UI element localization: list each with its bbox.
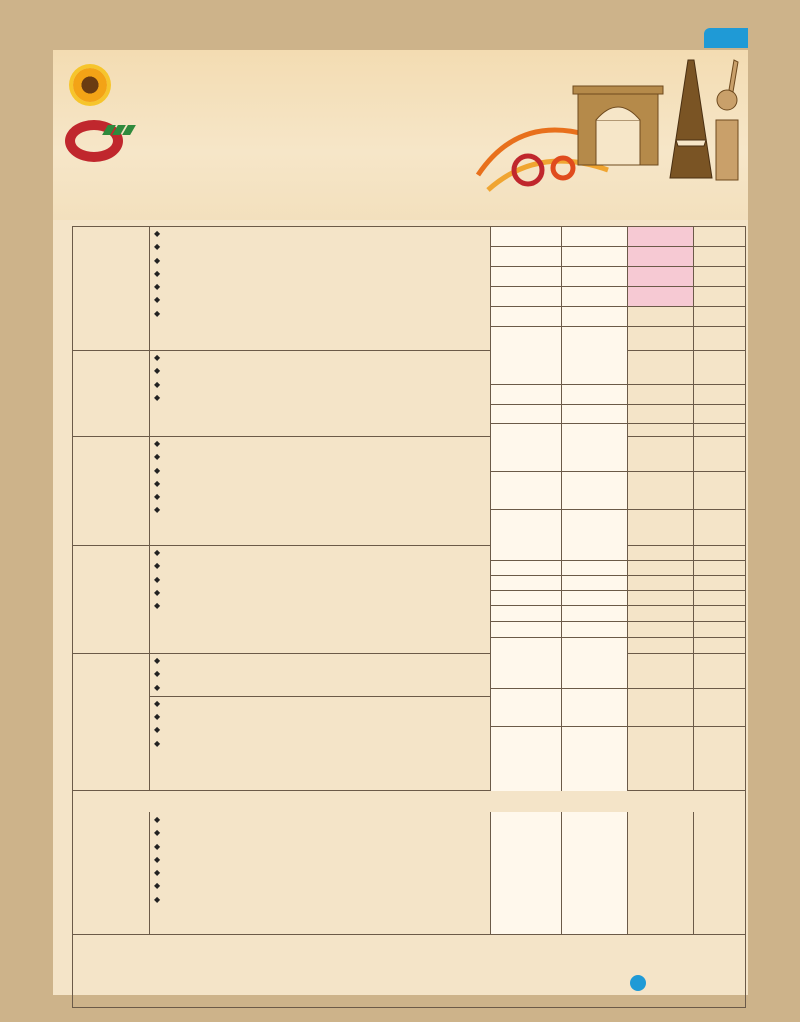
- tour-highlight-item: [154, 450, 490, 463]
- price: [628, 689, 694, 727]
- departure-date: [491, 436, 562, 471]
- departure-date: [491, 385, 562, 405]
- airline: [562, 385, 628, 405]
- departure-row: [491, 404, 746, 424]
- price: [628, 510, 694, 546]
- price: [628, 576, 694, 591]
- route-code: [694, 405, 746, 424]
- tour-highlight-item: [154, 227, 490, 240]
- tour-highlight-item: [154, 280, 490, 293]
- route-code: [694, 385, 746, 405]
- tour-highlight-item: [154, 586, 490, 599]
- route-code: [694, 472, 746, 510]
- departure-row: [491, 726, 746, 791]
- airline: [562, 287, 628, 307]
- route-code: [694, 576, 746, 591]
- tour-highlight-item: [154, 654, 490, 667]
- route-code: [694, 812, 746, 934]
- airline: [562, 561, 628, 576]
- departure-date: [491, 622, 562, 638]
- departure-row: [491, 637, 746, 654]
- price: [628, 622, 694, 638]
- tour-highlight-item: [154, 490, 490, 503]
- tour-highlight-item: [154, 737, 490, 750]
- price: [628, 812, 694, 934]
- airline: [562, 472, 628, 510]
- tour-highlight-item: [154, 866, 490, 879]
- tour-highlight-item: [154, 351, 490, 364]
- airline: [562, 727, 628, 791]
- tour-highlight-item: [154, 559, 490, 572]
- tour-group-row: [72, 545, 746, 654]
- departure-row: [491, 688, 746, 727]
- price: [628, 472, 694, 510]
- airline: [562, 622, 628, 638]
- tour-highlight-item: [154, 437, 490, 450]
- price: [628, 385, 694, 405]
- departure-date: [491, 606, 562, 622]
- departure-row: [491, 590, 746, 606]
- price: [628, 591, 694, 606]
- airline: [562, 307, 628, 327]
- tour-highlight-item: [154, 681, 490, 694]
- departure-row: [491, 246, 746, 267]
- route-code: [694, 350, 746, 384]
- airline: [562, 606, 628, 622]
- tour-highlight-item: [154, 254, 490, 267]
- tour-description: [150, 812, 491, 934]
- departure-row: [491, 621, 746, 638]
- tour-description: [150, 545, 491, 653]
- footer-badge: [630, 975, 646, 991]
- region-label: [72, 653, 150, 790]
- region-label: [72, 350, 150, 436]
- advert-panel: [53, 50, 748, 995]
- departure-date: [491, 638, 562, 654]
- route-code: [694, 436, 746, 471]
- route-code: [694, 226, 746, 246]
- tour-highlight-item: [154, 599, 490, 612]
- tour-highlight-item: [154, 813, 490, 826]
- route-code: [694, 727, 746, 791]
- tour-highlight-item: [154, 503, 490, 516]
- departure-row: [491, 509, 746, 546]
- route-code: [694, 510, 746, 546]
- departure-date: [491, 226, 562, 246]
- route-code: [694, 638, 746, 654]
- price: [628, 545, 694, 560]
- departure-date: [491, 472, 562, 510]
- tour-description: [150, 350, 491, 436]
- departure-row: [491, 306, 746, 327]
- price: [628, 226, 694, 246]
- tour-highlight-item: [154, 723, 490, 736]
- price: [628, 267, 694, 287]
- region-label: [72, 812, 150, 934]
- departure-row: [491, 384, 746, 405]
- price: [628, 653, 694, 688]
- departure-date: [491, 727, 562, 791]
- tour-highlight-item: [154, 826, 490, 839]
- tour-highlight-item: [154, 464, 490, 477]
- tour-highlight-item: [154, 840, 490, 853]
- departure-row: [491, 226, 746, 246]
- departure-date: [491, 561, 562, 576]
- airline: [562, 653, 628, 688]
- airline: [562, 812, 628, 934]
- route-code: [694, 591, 746, 606]
- price: [628, 307, 694, 327]
- departure-row: [491, 545, 746, 560]
- departure-row: [491, 560, 746, 576]
- route-code: [694, 267, 746, 287]
- route-code: [694, 545, 746, 560]
- route-code: [694, 327, 746, 351]
- landmarks-illustration: [458, 50, 748, 220]
- route-code: [694, 561, 746, 576]
- route-code: [694, 653, 746, 688]
- departure-row: [491, 605, 746, 622]
- tour-highlight-item: [154, 307, 490, 320]
- departure-row: [491, 812, 746, 934]
- departure-date: [491, 405, 562, 424]
- departure-row: [491, 471, 746, 510]
- tour-highlight-item: [154, 853, 490, 866]
- departure-row: [491, 653, 746, 688]
- region-label: [72, 436, 150, 545]
- departure-date: [491, 689, 562, 727]
- tour-group-row: [72, 226, 746, 351]
- airline: [562, 350, 628, 384]
- price: [628, 436, 694, 471]
- route-code: [694, 247, 746, 267]
- tour-description: [150, 226, 491, 350]
- tour-highlight-item: [154, 697, 490, 710]
- airline: [562, 226, 628, 246]
- departure-date: [491, 545, 562, 560]
- departure-date: [491, 510, 562, 546]
- airline: [562, 327, 628, 351]
- route-code: [694, 307, 746, 327]
- departure-date: [491, 247, 562, 267]
- tour-group-row: [72, 812, 746, 935]
- departure-row: [491, 326, 746, 351]
- departure-date: [491, 327, 562, 351]
- departure-row: [491, 286, 746, 307]
- region-label: [72, 226, 150, 350]
- departure-date: [491, 307, 562, 327]
- price: [628, 561, 694, 576]
- price: [628, 405, 694, 424]
- header-banner: [53, 50, 748, 220]
- tour-description: [150, 436, 491, 545]
- sunflower-logo: [73, 68, 107, 102]
- tour-highlight-item: [154, 879, 490, 892]
- price: [628, 287, 694, 307]
- airline: [562, 405, 628, 424]
- route-code: [694, 606, 746, 622]
- airline: [562, 576, 628, 591]
- tour-highlight-item: [154, 573, 490, 586]
- tour-highlight-item: [154, 667, 490, 680]
- departure-row: [491, 575, 746, 591]
- departure-date: [491, 287, 562, 307]
- departure-date: [491, 653, 562, 688]
- airline: [562, 267, 628, 287]
- departure-date: [491, 591, 562, 606]
- tour-highlight-item: [154, 240, 490, 253]
- tour-highlight-item: [154, 378, 490, 391]
- departure-date: [491, 267, 562, 287]
- route-code: [694, 622, 746, 638]
- airline: [562, 591, 628, 606]
- departure-row: [491, 350, 746, 384]
- tour-highlight-item: [154, 893, 490, 906]
- price: [628, 327, 694, 351]
- departure-date: [491, 350, 562, 384]
- logo-leaf-icon: [105, 120, 135, 132]
- departure-row: [491, 436, 746, 471]
- departure-date: [491, 812, 562, 934]
- airline: [562, 436, 628, 471]
- airline: [562, 247, 628, 267]
- departure-row: [491, 266, 746, 287]
- tour-highlight-item: [154, 391, 490, 404]
- region-label: [72, 545, 150, 653]
- airline: [562, 689, 628, 727]
- tour-highlight-item: [154, 477, 490, 490]
- route-code: [694, 287, 746, 307]
- tour-group-row: [72, 350, 746, 437]
- tour-highlight-item: [154, 293, 490, 306]
- departure-row: [491, 423, 746, 437]
- ad-tag: [704, 28, 748, 48]
- tour-highlight-item: [154, 267, 490, 280]
- airline: [562, 545, 628, 560]
- airline: [562, 638, 628, 654]
- price: [628, 350, 694, 384]
- route-code: [694, 689, 746, 727]
- price: [628, 727, 694, 791]
- tour-group-row: [72, 653, 746, 791]
- departure-date: [491, 576, 562, 591]
- price: [628, 638, 694, 654]
- airline: [562, 510, 628, 546]
- tour-highlight-item: [154, 710, 490, 723]
- tour-group-row: [72, 436, 746, 546]
- tour-description: [150, 653, 491, 790]
- price: [628, 247, 694, 267]
- tour-highlight-item: [154, 364, 490, 377]
- price: [628, 606, 694, 622]
- tour-highlight-item: [154, 546, 490, 559]
